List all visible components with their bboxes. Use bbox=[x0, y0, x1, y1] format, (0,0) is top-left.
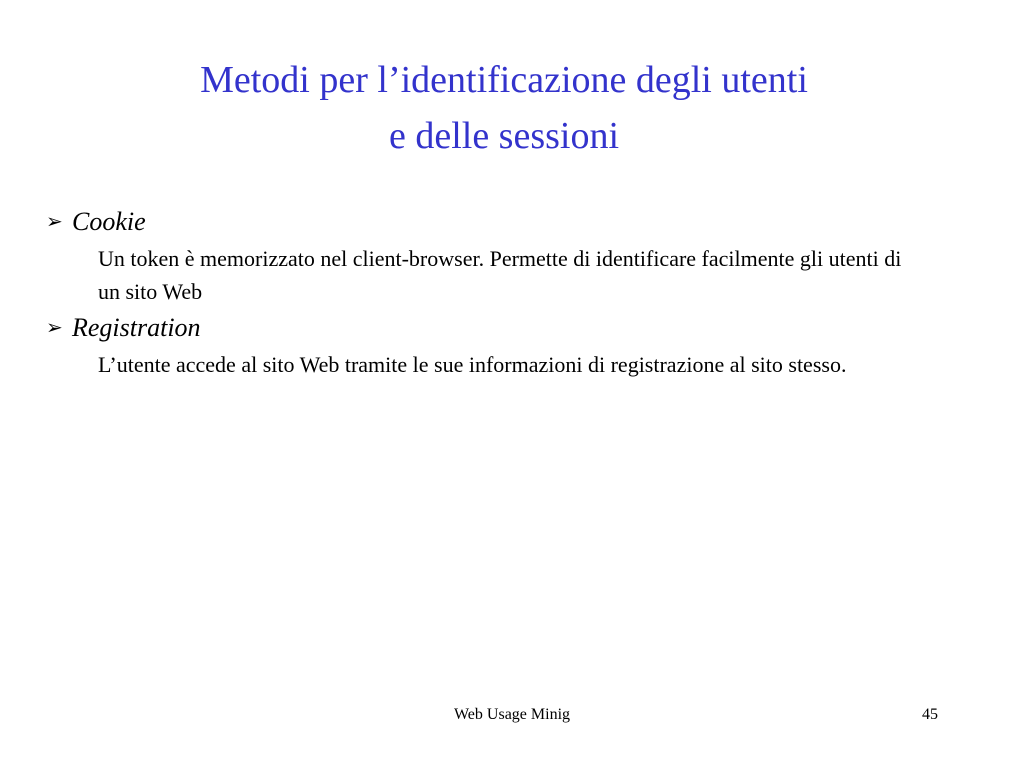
slide-title-line-2: e delle sessioni bbox=[388, 115, 620, 157]
bullet-heading-registration: Registration bbox=[72, 313, 201, 342]
bullet-heading-cookie: Cookie bbox=[72, 207, 146, 236]
bullet-description-cookie: Un token è memorizzato nel client-browser. Permette di identificare facilmente gli utenti di un sito Web bbox=[98, 246, 902, 304]
slide-title bbox=[0, 52, 1008, 164]
bullet-registration bbox=[46, 312, 946, 344]
bullet-cookie bbox=[46, 206, 946, 238]
slide-body bbox=[46, 206, 946, 385]
bullet-description-registration: L’utente accede al sito Web tramite le sue informazioni di registrazione al sito stesso. bbox=[98, 352, 847, 377]
page-number: 45 bbox=[922, 706, 938, 723]
footer-title: Web Usage Minig bbox=[453, 706, 571, 723]
arrow-bullet-icon: ➢ bbox=[46, 317, 63, 339]
slide-title-line-1: Metodi per l’identificazione degli utenti bbox=[200, 59, 808, 101]
arrow-bullet-icon: ➢ bbox=[46, 211, 63, 233]
